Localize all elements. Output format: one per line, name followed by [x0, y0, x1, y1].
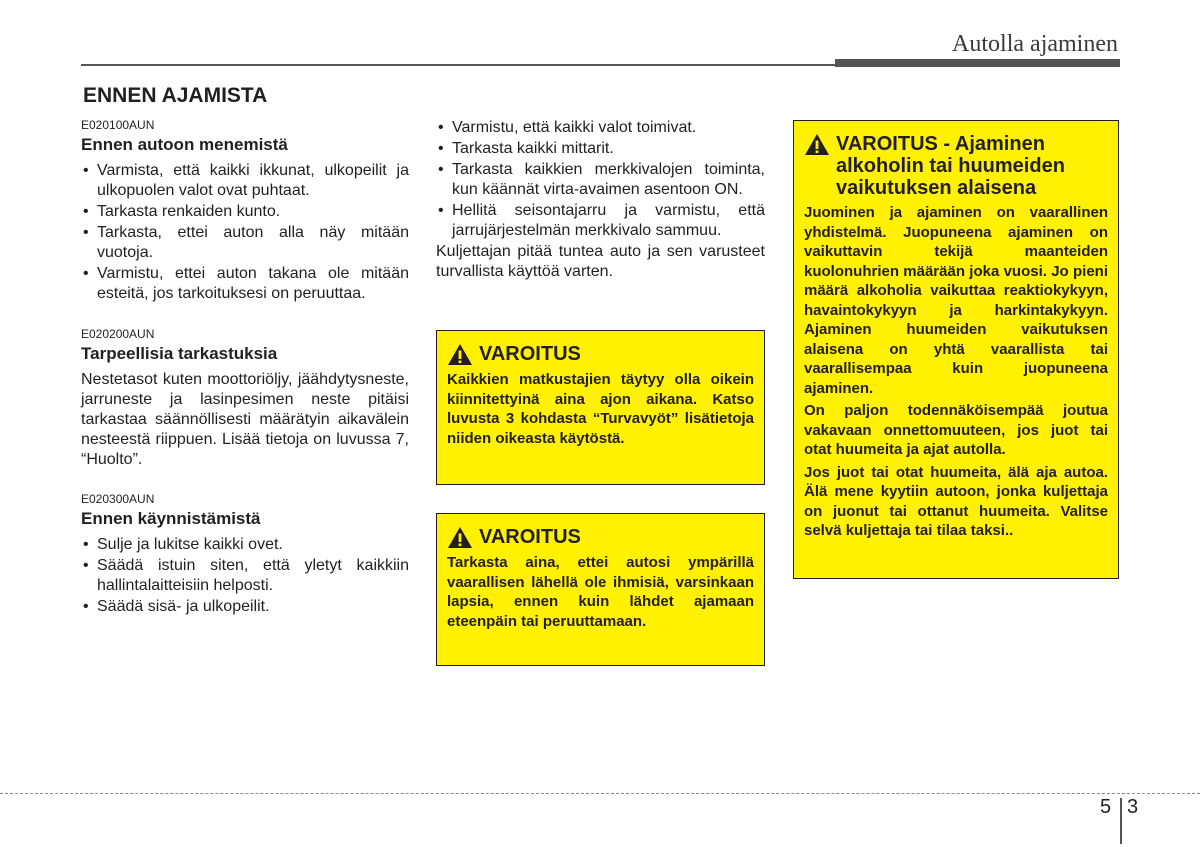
- paragraph: Nestetasot kuten moottoriöljy, jäähdytysneste, jarruneste ja lasinpesimen neste pitäisi tarkastaa säännöllisesti määrätyin aikavälein nesteestä riippuen. Lisää tietoja on luvussa 7, “Huolto”.: [81, 371, 409, 468]
- page-number-separator: [1120, 798, 1122, 844]
- section-heading: Ennen autoon menemistä: [81, 135, 288, 154]
- warning-triangle-icon: [447, 343, 473, 366]
- left-column: [81, 84, 409, 618]
- section-before-starting: [81, 492, 409, 617]
- warning-text: On paljon todennäköisempää joutua vakavaan onnettomuuteen, jos juot tai otat huumeita ja ajat autolla.: [804, 402, 1108, 458]
- paragraph: Kuljettajan pitää tuntea auto ja sen varusteet turvallista käyttöä varten.: [436, 243, 765, 280]
- bullet-list: [436, 118, 765, 241]
- list-item: • Tarkasta renkaiden kunto.: [81, 202, 409, 222]
- list-item: • Säädä sisä- ja ulkopeilit.: [81, 597, 409, 617]
- chapter-number: 5: [1100, 796, 1112, 818]
- warning-title: VAROITUS: [479, 526, 581, 548]
- section-code: E020200AUN: [81, 327, 155, 341]
- warning-header: [447, 526, 754, 549]
- list-item: • Varmistu, että kaikki valot toimivat.: [436, 118, 765, 138]
- warning-title: VAROITUS - Ajaminen alkoholin tai huumeiden vaikutuksen alaisena: [836, 133, 1065, 199]
- section-before-entering: [81, 118, 409, 304]
- list-item: • Säädä istuin siten, että yletyt kaikkiin hallintalaitteisiin helposti.: [81, 556, 409, 596]
- warning-header: [447, 343, 754, 366]
- section-code: E020100AUN: [81, 118, 155, 132]
- bullet-list: [81, 161, 409, 304]
- list-item: • Hellitä seisontajarru ja varmistu, että jarrujärjestelmän merkkivalo sammuu.: [436, 201, 765, 241]
- section-heading: Ennen käynnistämistä: [81, 509, 261, 528]
- warning-box-seatbelts: [436, 330, 765, 485]
- warning-text: Tarkasta aina, ettei autosi ympärillä vaarallisen lähellä ole ihmisiä, varsinkaan lapsia, ennen kuin lähdet ajamaan eteenpäin tai peruuttamaan.: [447, 554, 754, 630]
- section-checks: [81, 327, 409, 470]
- list-item: • Sulje ja lukitse kaikki ovet.: [81, 535, 409, 555]
- page-header: [0, 0, 1200, 72]
- list-item: • Tarkasta, ettei auton alla näy mitään vuotoja.: [81, 223, 409, 263]
- warning-title: VAROITUS: [479, 343, 581, 365]
- warning-text: Kaikkien matkustajien täytyy olla oikein kiinnitettyinä aina ajon aikana. Katso luvusta 3 kohdasta “Turvavyöt” lisätietoja niiden oikeasta käytöstä.: [447, 371, 754, 447]
- list-item: • Varmistu, ettei auton takana ole mitään esteitä, jos tarkoituksesi on peruuttaa.: [81, 264, 409, 304]
- footer-divider: [0, 793, 1200, 794]
- header-rule: [81, 64, 837, 66]
- list-item: • Tarkasta kaikki mittarit.: [436, 139, 765, 159]
- spacer: [81, 305, 409, 327]
- warning-header: [804, 133, 1108, 199]
- chapter-title: Autolla ajaminen: [952, 31, 1118, 57]
- spacer: [81, 470, 409, 492]
- warning-text: Juominen ja ajaminen on vaarallinen yhdistelmä. Juopuneena ajaminen on vaikuttavin tekijä maanteiden kuolonuhrien määrään joka vuosi. Jo pieni määrä alkoholia vaikuttaa reaktiokykyyn, havaintokykyyn ja harkintakykyyn. Ajaminen huumeiden vaikutuksen alaisena on yhtä vaarallista tai vaarallisempaa kuin juopuneena ajaminen.: [804, 204, 1108, 397]
- warning-triangle-icon: [804, 133, 830, 156]
- header-rule-thick: [835, 59, 1120, 67]
- bullet-list: [81, 535, 409, 617]
- section-title: ENNEN AJAMISTA: [83, 84, 268, 107]
- section-code: E020300AUN: [81, 492, 155, 506]
- warning-box-alcohol: [793, 120, 1119, 579]
- page-number: 3: [1127, 796, 1139, 818]
- section-heading: Tarpeellisia tarkastuksia: [81, 344, 278, 363]
- warning-text: Jos juot tai otat huumeita, älä aja autoa. Älä mene kyytiin autoon, jonka kuljettaja on juonut tai ottanut huumeita. Valitse selvä kuljettaja tai tilaa taksi..: [804, 463, 1108, 539]
- warning-box-surroundings: [436, 513, 765, 666]
- list-item: • Tarkasta kaikkien merkkivalojen toiminta, kun käännät virta-avaimen asentoon ON.: [436, 160, 765, 200]
- list-item: • Varmista, että kaikki ikkunat, ulkopeilit ja ulkopuolen valot ovat puhtaat.: [81, 161, 409, 201]
- middle-column: [436, 118, 765, 282]
- warning-triangle-icon: [447, 526, 473, 549]
